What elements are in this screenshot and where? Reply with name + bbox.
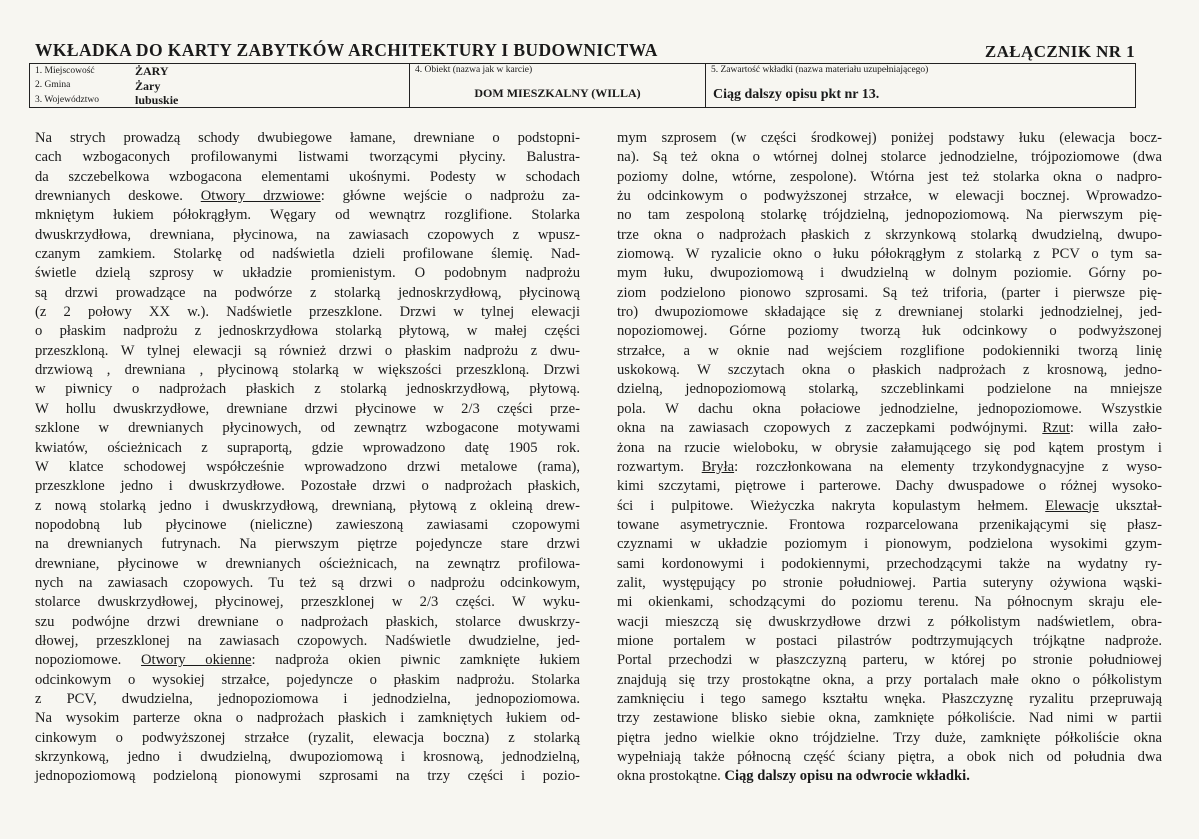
text-line: z PCV, dwudzielna, jednopoziomowa i jednodzielna, jednopoziomowa.	[35, 690, 580, 707]
text-line: mi okienkami, schodzącymi do poziomu terenu. Na północnym skraju ele-	[617, 594, 1162, 611]
text-line: żona na rzucie wieloboku, w obrysie załamującego się pod kątem prostym i	[617, 439, 1162, 456]
text-column-right	[617, 129, 1162, 787]
text-line: dzielną, jednopoziomową stolarką, szczeblinkami podzielone na mniejsze	[617, 381, 1162, 398]
text-line: piętra jedno wielkie okno trójdzielne. Trzy duże, zamknięte półkoliście okna	[617, 729, 1162, 746]
text-line: sami kordonowymi i podokiennymi, przechodzącymi także na wydatny ry-	[617, 555, 1162, 572]
field-contents-label: 5. Zawartość wkładki (nazwa materiału uzupełniającego)	[711, 65, 929, 75]
text-line: jednopoziomową podzieloną pionowymi szprosami na trzy części i pozio-	[35, 768, 580, 785]
text-line: odcinkowym o wysokiej strzałce, pojedyncze o płaskim nadprożu. Stolarka	[35, 671, 580, 688]
heading-door-openings: Otwory drzwiowe	[200, 188, 321, 205]
object-cell	[410, 64, 706, 107]
text-line: okna prostokątne. Ciąg dalszy opisu na odwrocie wkładki.	[617, 768, 970, 785]
text-line: dwuskrzydłowa, drewniana, płycinowa, na zawiasach czopowych z wpusz-	[35, 226, 580, 243]
field-voivodeship-value: lubuskie	[135, 93, 179, 108]
text-line: uskokową. W szczytach okna o płaskich nadprożach z krosnową, jedno-	[617, 362, 1162, 379]
text-line: W hollu dwuskrzydłowe, drewniane drzwi płycinowe w 2/3 części prze-	[35, 400, 580, 417]
continued-note: Ciąg dalszy opisu na odwrocie wkładki.	[724, 768, 970, 785]
text-line: o płaskim nadprożu z jednoskrzydłowa stolarką płytową, w małej części	[35, 323, 580, 340]
contents-cell	[706, 64, 1135, 107]
header-table	[29, 63, 1136, 108]
heading-window-openings: Otwory okienne	[141, 652, 252, 669]
field-commune-label: 2. Gmina	[35, 80, 71, 90]
text-line: są drzwi prowadzące na podwórze z stolarką jednoskrzydłową, płycinową	[35, 284, 580, 301]
text-line: na drewnianych futrynach. Na pierwszym piętrze pojedyncze stare drzwi	[35, 536, 580, 553]
text-line: szklone w drewnianych płycinowych, od zewnątrz wzbogacone motywami	[35, 420, 580, 437]
field-voivodeship	[30, 93, 409, 108]
text-line: czyznami w układzie poziomym i pionowym, podzielona wysokimi gzym-	[617, 536, 1162, 553]
text-line: da szczebelkowa wzbogacona elementami ukośnymi. Podesty w schodach	[35, 168, 580, 185]
text-line: świetle dzielą szprosy w układzie promienistym. O podobnym nadprożu	[35, 265, 580, 282]
text-line: nopoziomowe. Otwory okienne: nadproża okien piwnic zamknięte łukiem	[35, 652, 581, 669]
text-line: przeszkloną. W tylnej elewacji są również drzwi o płaskim nadprożu z dwu-	[35, 342, 580, 359]
annex-label: ZAŁĄCZNIK NR 1	[984, 42, 1135, 61]
text-line: kimi szczytami, piętrowe i parterowe. Dachy dwuspadowe o różnej wysoko-	[617, 478, 1162, 495]
text-line: trze okna o nadprożach płaskich z skrzynkową stolarką dwudzielną, dwupo-	[617, 226, 1162, 243]
text-line: drzwiową , drewniana , płycinową stolarką w większości przeszkloną. Drzwi	[35, 362, 580, 379]
text-line: z nową stolarką jedno i dwuskrzydłową, drewnianą, płytową z okleiną drew-	[35, 497, 580, 514]
text-line: Portal przechodzi w płaszczyzną parteru, w której po stronie południowej	[617, 652, 1162, 669]
text-line: znajdują się trzy prostokątne okna, a przy portalach małe okno o półkolistym	[617, 671, 1162, 688]
text-column-left	[35, 129, 580, 787]
text-line: tro) dwupoziomowe składające się z drewnianej stolarki jednodzielnej, jed-	[617, 304, 1162, 321]
text-line: no tam zespoloną stolarkę trójdzielną, jednopoziomową. Na pierwszym pię-	[617, 207, 1162, 224]
text-line: kwiatów, ościeżnicach z supraportą, gdzie wprowadzono datę 1905 rok.	[35, 439, 580, 456]
heading-plan: Rzut	[1042, 420, 1070, 437]
field-object-label: 4. Obiekt (nazwa jak w karcie)	[415, 65, 533, 75]
text-line: czanym zamkiem. Stolarkę od nadświetla dzieli profilowane ślemię. Nad-	[35, 246, 580, 263]
text-line: dłowej, przeszklonej na zawiasach czopowych. Nadświetle dwudzielne, jed-	[35, 632, 580, 649]
text-line: rozwartym. Bryła: rozczłonkowana na elementy trzykondygnacyjne z wyso-	[617, 458, 1162, 475]
text-line: pola. W dachu okna połaciowe jednodzielne, jednopoziomowe. Wszystkie	[617, 400, 1162, 417]
text-line: cach wzbogaconych profilowanymi listwami tworzącymi płyciny. Balustra-	[35, 149, 580, 166]
text-line: nopoziomowej. Górne poziomy tworzą łuk odcinkowy o podwyższonej	[617, 323, 1162, 340]
heading-elevations: Elewacje	[1045, 497, 1099, 514]
text-line: mione portalem w postaci pilastrów podtrzymujących trójkątne nadproże.	[617, 632, 1162, 649]
text-line: mym łuku, dwupoziomową i dwudzielną w dolnym poziomie. Górny po-	[617, 265, 1162, 282]
text-line: żu odcinkowym o podwyższonej strzałce, w elewacji bocznej. Wprowadzo-	[617, 188, 1162, 205]
text-line: W klatce schodowej współcześnie wprowadzono drzwi metalowe (rama),	[35, 458, 580, 475]
text-line: zamknięciu i tego samego kształtu wnęka. Płaszczyznę ryzalitu przepruwają	[617, 690, 1162, 707]
text-line: towane asymetrycznie. Frontowa rozparcelowana przenikającymi się płasz-	[617, 516, 1162, 533]
field-commune-value: Żary	[135, 78, 161, 93]
heading-massing: Bryła	[701, 458, 735, 475]
text-line: drewniane, płycinowe w drewnianych ościeżnicach, na zewnątrz profilowa-	[35, 555, 580, 572]
field-contents-value: Ciąg dalszy opisu pkt nr 13.	[713, 86, 880, 102]
text-line: wypełniają także północną część ściany piętra, a obok nich od południa dwa	[617, 749, 1162, 765]
text-line: zalit, występujący po stronie południowej. Partia suteryny ożywiona wąski-	[617, 574, 1162, 591]
text-line: (z 2 połowy XX w.). Nadświetle przeszklone. Drzwi w tylnej elewacji	[35, 304, 580, 321]
form-title: WKŁADKA DO KARTY ZABYTKÓW ARCHITEKTURY I BUDOWNICTWA	[35, 40, 658, 60]
text-line: mkniętym łukiem półokrągłym. Węgary od wewnątrz rozglifione. Stolarka	[35, 207, 580, 224]
text-line: trzy zestawione blisko siebie okna, zamknięte półkoliście. Nad nimi w partii	[617, 710, 1162, 727]
text-line: nopodobną lub płycinowe (nieliczne) zawieszoną zawiasami czopowymi	[35, 516, 580, 533]
field-voivodeship-label: 3. Województwo	[35, 94, 99, 105]
text-line: mym szprosem (w części środkowej) poniżej podstawy łuku (elewacja bocz-	[617, 130, 1162, 146]
text-line: wacji mieszczą się dwuskrzydłowe drzwi z półkolistym nadświetlem, obra-	[617, 613, 1162, 630]
text-line: Na strych prowadzą schody dwubiegowe łamane, drewniane o podstopni-	[35, 130, 580, 146]
text-line: nych na zawiasach czopowych. Tu też są drzwi o nadprożu odcinkowym,	[35, 574, 580, 591]
text-line: ści i pulpitowe. Wieżyczka nakryta kopulastym hełmem. Elewacje ukształ-	[617, 497, 1162, 514]
text-line: cinkowym o podwyższonej strzałce (ryzalit, elewacja boczna) z stolarką	[35, 729, 580, 746]
text-line: ziomową. W ryzalicie okno o łuku półokrągłym z stolarką z PCV o tym sa-	[617, 246, 1162, 263]
text-line: w piwnicy o nadprożach płaskich z stolarką jednoskrzydłową, płytową.	[35, 381, 580, 398]
text-line: okna na zawiasach czopowych z zaczepkami podwójnymi. Rzut: willa zało-	[617, 420, 1162, 437]
field-locality-value: ŻARY	[135, 64, 169, 79]
text-line: stolarce dwuskrzydłowej, płycinowej, przeszklonej w 2/3 części. W wyku-	[35, 594, 580, 611]
field-commune	[30, 79, 409, 94]
text-line: drewnianych deskowe. Otwory drzwiowe: główne wejście o nadprożu za-	[35, 188, 580, 205]
text-line: ziom podzielono pionowo szprosami. Są też triforia, (parter i pierwsze pię-	[617, 284, 1162, 301]
text-line: na). Są też okna o wtórnej dolnej stolarce jednodzielne, trójpoziomowe (dwa	[617, 149, 1162, 166]
text-line: skrzynkową, jedno i dwudzielną, dwupoziomową i krosnową, jednodzielną,	[35, 749, 580, 765]
text-line: Na wysokim parterze okna o nadprożach płaskich i zamkniętych łukiem od-	[35, 710, 580, 727]
text-line: strzałce, a w oknie nad wejściem rozglifione podokienniki tworzą linię	[617, 342, 1162, 359]
text-line: przeszklone jedno i dwuskrzydłowe. Pozostałe drzwi o nadprożach płaskich,	[35, 478, 580, 495]
text-line: poziomy dolne, wtórne, zespolone). Wtórna jest też stolarka okna o nadpro-	[617, 168, 1162, 185]
text-line: szu podwójne drzwi drewniane o nadprożach płaskich, stolarce dwuskrzy-	[35, 613, 580, 630]
field-locality-label: 1. Miejscowość	[35, 65, 95, 76]
field-object-value: DOM MIESZKALNY (WILLA)	[474, 85, 641, 100]
location-cell	[30, 64, 410, 107]
field-locality	[30, 64, 409, 79]
